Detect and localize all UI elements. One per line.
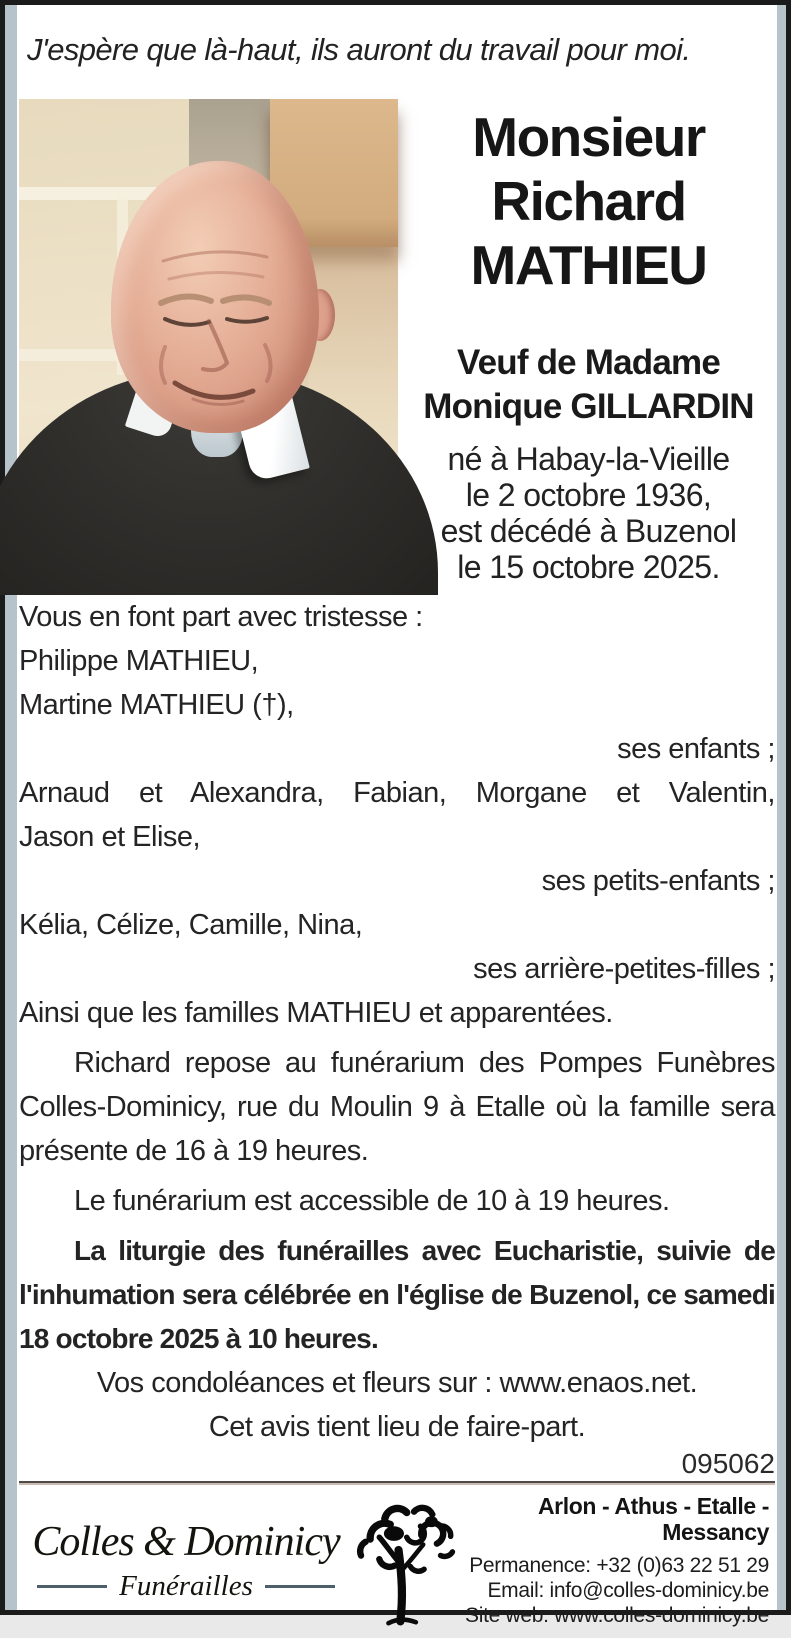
notice-line: Cet avis tient lieu de faire-part.	[208, 1411, 586, 1443]
funeral-home-brand	[27, 1518, 345, 1603]
deceased-lastname: MATHIEU	[470, 234, 707, 296]
header-section	[19, 99, 775, 585]
grandchildren-label: ses petits-enfants ;	[541, 865, 775, 897]
funerarium-paragraph: Richard repose au funérarium des Pompes Funèbres Colles-Dominicy, rue du Moulin 9 à Etalle où la famille sera présente de 16 à 19 heures.	[19, 1047, 775, 1167]
great-granddaughters-label: ses arrière-petites-filles ;	[473, 953, 775, 985]
dash-rule	[37, 1585, 107, 1588]
email-line: Email: info@colles-dominicy.be	[487, 1579, 769, 1602]
condolences-line: Vos condoléances et fleurs sur : www.enaos.net.	[96, 1367, 698, 1399]
deceased-title: Monsieur	[472, 106, 705, 168]
epitaph-quote: J'espère que là-haut, ils auront du travail pour moi.	[27, 32, 691, 67]
title-column	[398, 99, 775, 585]
children-label: ses enfants ;	[617, 733, 775, 765]
left-edge-strip	[5, 5, 17, 1610]
dash-rule	[265, 1585, 335, 1588]
funeral-home-footer	[19, 1485, 775, 1638]
deceased-firstname: Richard	[491, 170, 686, 232]
deceased-name	[408, 105, 769, 297]
branch-cities: Arlon - Athus - Etalle - Messancy	[537, 1493, 769, 1545]
tree-logo-icon	[345, 1497, 463, 1625]
widower-of: Veuf de Madame Monique GILLARDIN	[423, 343, 754, 426]
brand-name: Colles & Dominicy	[32, 1519, 340, 1565]
child-line: Martine MATHIEU (†),	[19, 689, 294, 721]
families-line: Ainsi que les familles MATHIEU et apparentées.	[19, 997, 613, 1029]
contact-block	[463, 1493, 773, 1628]
website-line: Site web: www.colles-dominicy.be	[465, 1604, 769, 1627]
intro-line: Vous en font part avec tristesse :	[19, 601, 423, 633]
funerarium-hours: Le funérarium est accessible de 10 à 19 heures.	[74, 1185, 670, 1217]
brand-subtitle: Funérailles	[27, 1570, 345, 1603]
liturgy-paragraph: La liturgie des funérailles avec Eucharistie, suivie de l'inhumation sera célébrée en l'église de Buzenol, ce samedi 18 octobre 2025 à 10 heures.	[19, 1235, 775, 1354]
grandchildren-line: Arnaud et Alexandra, Fabian, Morgane et Valentin,	[19, 777, 775, 809]
portrait-photo	[19, 99, 398, 585]
great-granddaughters-line: Kélia, Célize, Camille, Nina,	[19, 909, 363, 941]
portrait-face-lines	[111, 161, 319, 433]
obituary-content	[19, 32, 775, 1637]
announcement-body	[19, 595, 775, 1479]
grandchildren-line: Jason et Elise,	[19, 821, 201, 853]
reference-number: 095062	[681, 1448, 775, 1479]
phone-line: Permanence: +32 (0)63 22 51 29	[469, 1554, 769, 1577]
right-edge-strip	[777, 5, 786, 1610]
birth-death-info: né à Habay-la-Vieille le 2 octobre 1936, est décédé à Buzenol le 15 octobre 2025.	[440, 441, 737, 585]
child-line: Philippe MATHIEU,	[19, 645, 259, 677]
